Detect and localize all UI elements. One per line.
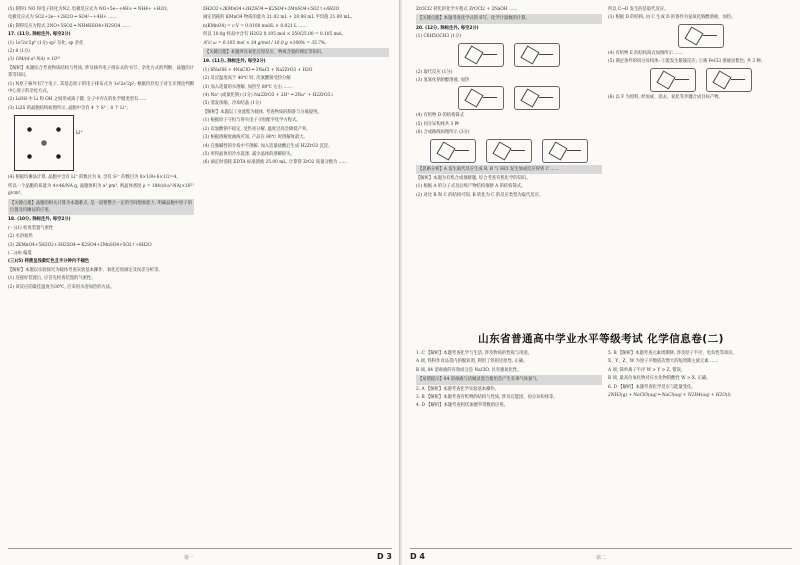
molecule-structure-figure: [514, 43, 560, 67]
text-line: (1) 根据 A 的分子式及后续产物结构推断 A 的结构简式。: [416, 184, 526, 190]
question-20-header: 20. (12分, 除标注外, 每空2分): [416, 25, 479, 31]
text-line: (2) LiOH 中 Li 和 OH 之间形成离子键, 分子中存在的化学键类型有……: [8, 97, 147, 103]
crystal-structure-figure: [14, 115, 83, 171]
text-line: (1) C6H5OCH3 (1分): [416, 34, 461, 40]
text-line: X、Y、Z、W 为原子序数依次增大的短周期主族元素 ……: [608, 359, 719, 365]
text-line: 【解析】本题为有机合成推断题, 综合考查有机化学的知识。: [416, 176, 531, 182]
text-line: ZrOCl2 转化的化学方程式 ZrOCl2 + 2NaOH ……: [416, 7, 518, 12]
text-line: (3) 2KMnO4+5H2O2+3H2SO4 ═ K2SO4+2MnSO4+5O2↑+8H2O: [8, 242, 152, 248]
text-line: 1. C 【解析】本题考查化学与生活, 涉及物质的性质与用途。: [416, 351, 532, 356]
text-line: (3) 根据 D 的结构, 由 C 生成 D 的条件为氢氧化钠醇溶液、加热。: [608, 15, 736, 21]
text-line: (3) 根据溶解度曲线可知, 产品在 80℃ 时溶解度最大。: [203, 135, 308, 141]
structure-row: [608, 24, 794, 48]
exam-title: 山东省普通高中学业水平等级考试 化学信息卷(二): [478, 333, 724, 345]
right-column-2-top: [608, 6, 794, 324]
key-point-box: 【关键点拨】晶胞的相关计算为本题难点, 是一道要整合一定的空间想象能力, 明确晶胞中原子的位置及均摊法的应用。: [8, 199, 194, 216]
text-line: (二)(4) 偏低: [8, 250, 32, 256]
molecule-structure-figure: [458, 43, 504, 67]
question-18-header: 18. (10分, 除标注外, 每空2分): [8, 217, 71, 223]
text-line: (5) 蒸发浓缩、冷却结晶 (1分): [203, 101, 261, 107]
molecule-structure-figure: [430, 139, 476, 163]
formula: 2NH3(g) + NaClO(aq) ═ NaCl(aq) + N2H4(aq) + H2O(l): [608, 393, 731, 399]
structure-row: [416, 43, 602, 67]
text-line: 2. A 【解析】本题考查化学实验基本操作。: [416, 386, 499, 392]
text-line-bold: (三)(5) 样液呈浅紫红色且半分钟内不褪色: [8, 259, 90, 265]
text-line: (1) N原子核外有7个电子, 其基态原子的电子排布式为 1s²2s²2p³; 根据价层电子对互斥理论判断中心原子的杂化方式。: [8, 81, 194, 95]
text-line: A 项, 铁粉作食品袋内的脱氧剂, 利用了铁的还原性, 正确。: [416, 359, 528, 365]
text-line: (6) 合成路线如图所示 (3分): [416, 130, 470, 136]
right-column-1-bottom: [416, 350, 602, 540]
text-line: (1) 1s²2s²2p⁶ (1分) sp² 杂化, sp 杂化: [8, 40, 84, 46]
key-point-box: 【关键点拨】本题考查化学式的书写、化学计量数的计算。: [416, 14, 602, 23]
molecule-structure-figure: [514, 86, 560, 110]
formula: (3) 184/(d·a³·NA) × 10²¹: [8, 57, 61, 63]
text-line: (3) 加入适量的水溶解, 加热至 80℃ 左右 ……: [203, 84, 293, 90]
formula: 5H2O2+2KMnO4+3H2SO4 ═ K2SO4+2MnSO4+5O2↑+8H2O: [203, 7, 340, 12]
text-line: (4) Na⁺ (或氯化钠) (1分) Na2ZrO3 + 2H⁺ ═ 2Na⁺ + H2ZrO3↓: [203, 93, 334, 99]
molecule-structure-figure: [486, 139, 532, 163]
text-line: 6. D 【解析】本题考查化学反应与能量变化。: [608, 384, 696, 390]
text-line: (4) 根据均摊法计算, 晶胞中含有 Li⁺ 的数目为 8, 含有 S²⁻ 的数目为 8×1/8+6×1/2=4。: [8, 175, 181, 181]
text-line: n(KMnO4) = c·V = 0.0100 mol/L × 0.021 L ……: [203, 23, 307, 29]
synthesis-route-figure: [416, 139, 602, 163]
formula: 所以 ω = 0.105 mol × 34 g/mol / 10.0 g ×100% = 35.7%。: [203, 40, 330, 46]
text-line: 【解析】本题以实验探究为载体考查实验基本操作、氧化还原滴定及误差分析等。: [8, 267, 163, 273]
text-line: (5) 制得1 NO 得电子转化为N2, 电极反应式为 NO+5e−+4H+ ═ NH4+ +H2O。: [8, 7, 171, 12]
text-line: (3) Li2S 的晶胞结构如图所示, 晶胞中含有 4 个 S²⁻, 8 个 Li⁺。: [8, 105, 131, 111]
page-number-left: D 3: [377, 552, 392, 561]
structure-row: [608, 68, 794, 92]
footer-mid-right: 第二: [596, 555, 607, 561]
page-number-right: D 4: [410, 552, 425, 561]
text-line: (4) 有机物 D 的结构简式: [416, 113, 465, 119]
text-line: (2) 取代反应 (1分): [416, 69, 453, 75]
question-17-header: 17. (11分, 除标注外, 每空2分): [8, 32, 71, 38]
text-line: (2) 对比 B 和 C 的结构可知, B 转化为 C 的反应类型为取代反应。: [416, 192, 544, 198]
text-line: 5. B 【解析】本题考查元素周期律, 涉及原子半径、电负性等知识。: [608, 351, 737, 356]
text-line: (1) 6NaOH + 4NaClO ═ 3NaCl + Na2ZrO3 + H2O: [203, 67, 313, 73]
text-line: (6) 制得反应方程式 2NO+5SO2 ═ NH4HSO4+H2SO4 ……: [8, 23, 131, 29]
analysis-box: 【思路分析】A 发生取代反应生成 B, B 与 HCl 发生加成反应得到 C ……: [416, 165, 602, 174]
text-line: B 项, 最高价氧化物对应水化物的酸性 W > X, 正确。: [608, 376, 711, 382]
right-column-1-top: [416, 6, 602, 324]
footer-mid-left: 第一: [184, 555, 195, 561]
text-line: 所以一个晶胞的质量为 4×46/NA g, 晶胞体积为 a³ pm³, 则晶体密度 ρ = 184/(d·a³·NA)×10²¹ g/cm³。: [8, 183, 194, 197]
text-line: (4) 在强碱性的介质中不溶解, 加入适量盐酸后生成 H2ZrO3 沉淀。: [203, 143, 333, 149]
text-line: (2) 8 (1分): [8, 49, 30, 55]
footer-rule: [410, 548, 792, 549]
molecule-structure-figure: [678, 24, 724, 48]
text-line: (1) 根据原子守恒与得失电子守恒配平化学方程式。: [203, 118, 301, 124]
text-line: (5) 所得晶体用冷水洗涤, 减少晶体的溶解损失。: [203, 151, 295, 157]
text-line: 4. D 【解析】本题考查阿伏加德罗常数的应用。: [416, 403, 508, 409]
right-page: [402, 0, 800, 565]
text-line: 电极反应式为 SO2+2e−+2H2O ═ SO4²−+4H+ ……: [8, 15, 117, 21]
structure-row: [416, 86, 602, 110]
text-line: (3) 氢氧化钠的醇溶液, 加热: [416, 78, 470, 84]
text-line: (2) 水浴加热: [8, 234, 33, 240]
footer-rule: [8, 548, 392, 549]
crystal-label: Li⁺: [76, 130, 83, 137]
text-line: (6) 滴定时消耗 EDTA 标准溶液 25.00 mL, 计算得 ZrO2 质量分数为 ……: [203, 160, 348, 166]
molecule-structure-figure: [458, 86, 504, 110]
text-line: (2) 该反应的最佳温度为30℃, 应采用水浴加热的方法。: [8, 284, 115, 290]
text-line: 所以 C→D 发生的是取代反应。: [608, 7, 669, 12]
left-column-2: [203, 6, 389, 541]
text-line: (2) 次氯酸钠不稳定, 受热易分解, 温度过高会降低产率。: [203, 126, 311, 132]
text-line: 滴定消耗的 KMnO4 物质的量为 21.02 mL + 20.98 mL 平均值 21.00 mL。: [203, 15, 355, 21]
molecule-structure-figure: [706, 68, 752, 92]
text-line: (一)(1) 检查装置气密性: [8, 225, 54, 231]
text-line: (2) 反应温度高于 40℃ 时, 次氯酸钠受热分解: [203, 76, 291, 82]
left-column-1: [8, 6, 194, 541]
text-line: (4) 有机物 E 的结构简式如图所示 ……: [608, 50, 683, 56]
text-line: B 项, 84 消毒液的有效成分是 NaClO, 具有强氧化性。: [416, 367, 522, 373]
text-line: (5) 同分异构体共 3 种: [416, 121, 459, 127]
question-19-header: 19. (11分, 除标注外, 每空2分): [203, 59, 266, 65]
key-point-box: 【关键点拨】本题涉及氧化还原反应、物质含量的测定等知识。: [203, 48, 389, 57]
molecule-structure-figure: [542, 139, 588, 163]
text-line: (1) 连接好装置后, 应首先检查装置的气密性。: [8, 276, 96, 282]
text-line: 3. B 【解析】本题考查有机物的结构与性质, 涉及官能团、同分异构体等。: [416, 395, 558, 401]
text-line: (6) 以 F 为原料, 经加成、消去、氧化等步骤合成目标产物。: [608, 94, 723, 100]
text-line: 【解析】本题以工业流程为载体, 考查物质的制备与分离提纯。: [203, 109, 322, 115]
right-column-2-bottom: [608, 350, 794, 540]
text-line: (5) 满足条件的同分异构体: ①能发生银镜反应; ②遇 FeCl3 溶液显紫色; 共 3 种。: [608, 59, 766, 65]
molecule-structure-figure: [650, 68, 696, 92]
text-line: 所以 10.0g 样品中含有 H2O2 0.105 mol × 250/25.00 = 0.105 mol。: [203, 32, 346, 38]
error-tip-box: 【易错提示】84 消毒液与洁厕灵混合使用会产生有毒气体氯气。: [416, 375, 602, 384]
text-line: 【解析】本题综合考查物质结构与性质, 涉及核外电子排布式的书写、杂化方式的判断、晶胞的计算等知识。: [8, 65, 194, 79]
text-line: A 项, 简单离子半径 W > Y > Z, 错误。: [608, 367, 686, 373]
